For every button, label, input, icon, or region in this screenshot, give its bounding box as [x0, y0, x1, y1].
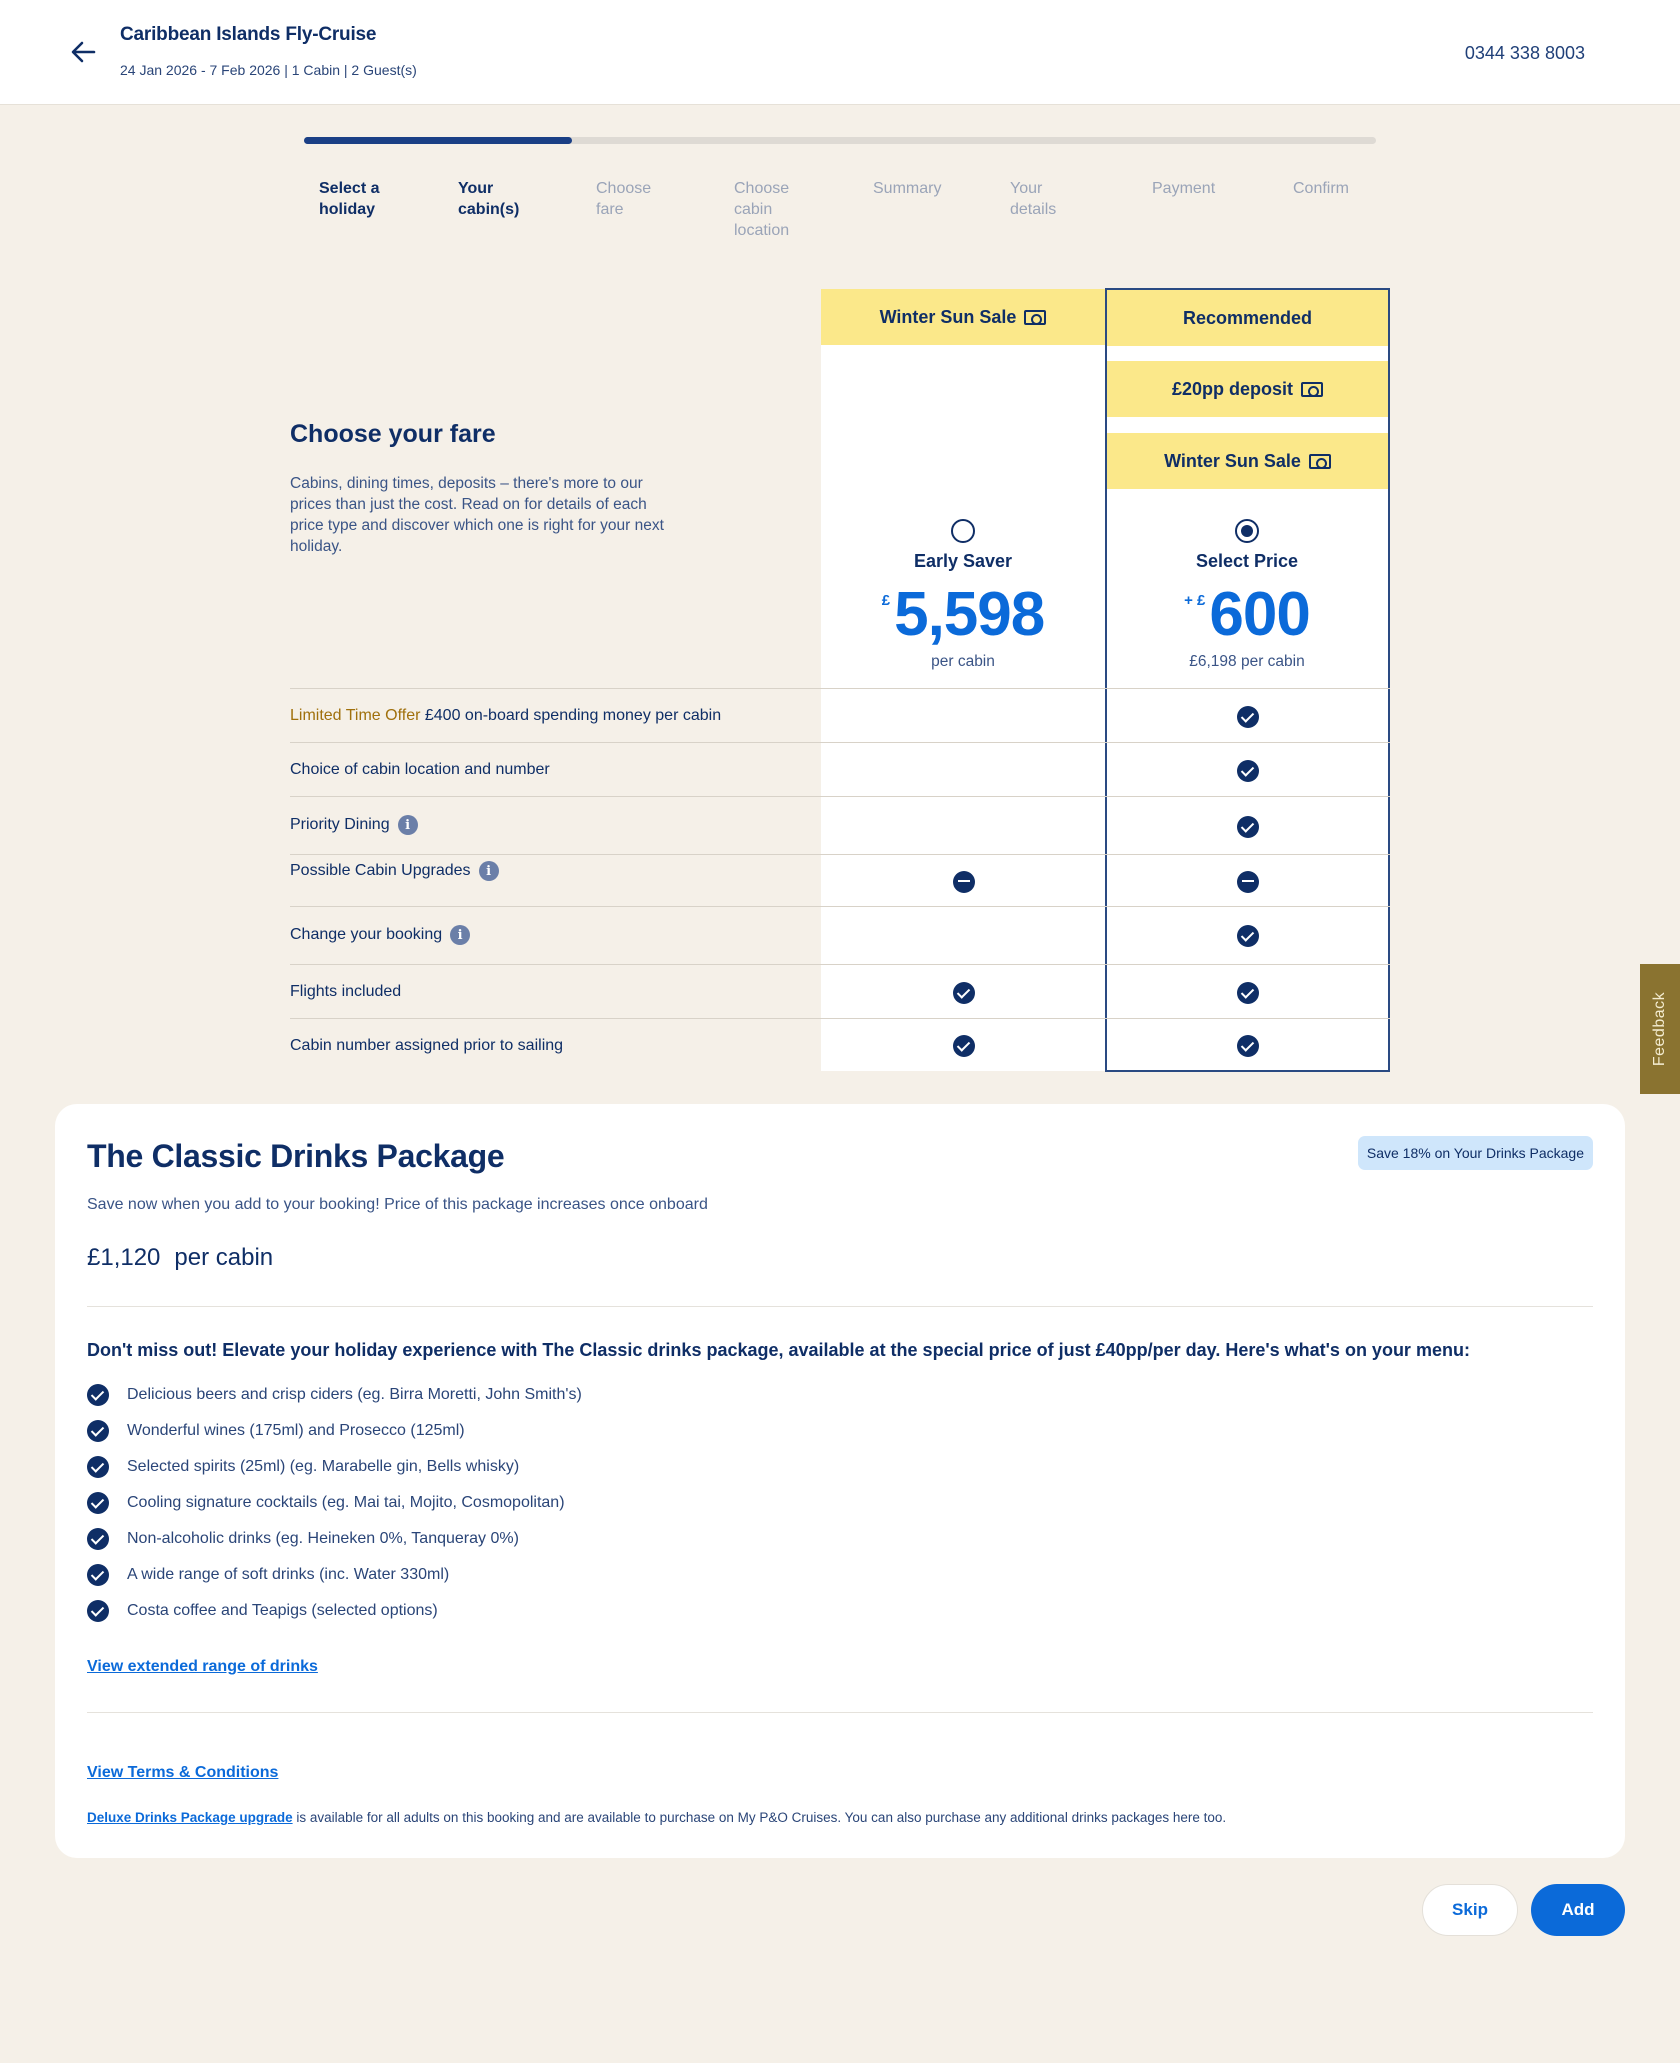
- drinks-package-subtitle: Save now when you add to your booking! Price of this package increases once onboard: [87, 1196, 708, 1213]
- recommended-label: Recommended: [1182, 307, 1313, 328]
- check-icon: [1237, 982, 1259, 1004]
- step-summary: Summary: [873, 180, 942, 197]
- check-icon: [1237, 760, 1259, 782]
- drinks-footnote: Deluxe Drinks Package upgrade is available for all adults on this booking and are available to purchase on My P&O Cruises. You can also purchase any additional drinks packages here too.: [87, 1810, 1227, 1825]
- list-item: Wonderful wines (175ml) and Prosecco (125ml): [87, 1420, 582, 1456]
- info-icon[interactable]: i: [479, 861, 499, 881]
- step-choose-fare: Choose fare: [596, 180, 652, 218]
- step-payment: Payment: [1152, 180, 1216, 197]
- step-choose-cabin-location: Choose cabin location: [734, 180, 790, 239]
- feature-text: Priority Dining: [290, 816, 390, 833]
- trip-meta: 24 Jan 2026 - 7 Feb 2026 | 1 Cabin | 2 Guest(s): [120, 62, 417, 78]
- save-badge: Save 18% on Your Drinks Package: [1358, 1136, 1593, 1170]
- early-saver-sale-label: Winter Sun Sale: [879, 306, 1017, 327]
- check-icon: [87, 1492, 109, 1514]
- check-icon: [87, 1564, 109, 1586]
- feedback-tab[interactable]: Feedback: [1640, 964, 1680, 1094]
- info-icon[interactable]: i: [398, 815, 418, 835]
- recommended-banner: [1107, 290, 1388, 346]
- phone-number[interactable]: 0344 338 8003: [1464, 43, 1585, 63]
- step-select-holiday[interactable]: Select a holiday: [319, 180, 380, 218]
- feature-label: [290, 707, 721, 725]
- select-price-sale-banner: [1107, 433, 1388, 489]
- partial-check-icon: [953, 871, 975, 893]
- early-saver-radio[interactable]: [951, 519, 975, 543]
- fare-section-description: Cabins, dining times, deposits – there's more to our prices than just the cost. Read on for details of each price type and discover which one is right for your next holiday.: [290, 475, 664, 555]
- partial-check-icon: [1237, 871, 1259, 893]
- list-item: Cooling signature cocktails (eg. Mai tai, Mojito, Cosmopolitan): [87, 1492, 582, 1528]
- select-price-per-cabin: £6,198 per cabin: [1189, 653, 1305, 670]
- early-saver-currency: £: [881, 592, 891, 609]
- progress-steps: [304, 178, 1384, 248]
- drinks-package-price: [87, 1244, 273, 1272]
- feature-row: [290, 796, 1390, 854]
- feature-row: [290, 688, 1390, 742]
- check-icon: [1237, 925, 1259, 947]
- terms-link[interactable]: View Terms & Conditions: [87, 1764, 279, 1781]
- feature-row: [290, 1018, 1390, 1071]
- feature-label: [290, 925, 470, 945]
- check-icon: [1237, 1035, 1259, 1057]
- fare-section-title: Choose your fare: [290, 420, 496, 448]
- feature-text: Change your booking: [290, 926, 443, 943]
- limited-offer-label: Limited Time Offer: [290, 707, 421, 724]
- check-icon: [87, 1600, 109, 1622]
- drinks-list: [87, 1384, 582, 1636]
- check-icon: [953, 1035, 975, 1057]
- list-item: Costa coffee and Teapigs (selected options): [87, 1600, 582, 1636]
- money-icon: [1309, 454, 1331, 469]
- view-extended-range-link[interactable]: View extended range of drinks: [87, 1658, 318, 1675]
- check-icon: [87, 1528, 109, 1550]
- list-item: Delicious beers and crisp ciders (eg. Birra Moretti, John Smith's): [87, 1384, 582, 1420]
- deposit-banner: [1107, 361, 1388, 417]
- early-saver-name: Early Saver: [913, 551, 1013, 571]
- select-price-price: [1105, 579, 1389, 650]
- select-price-radio[interactable]: [1235, 519, 1259, 543]
- arrow-left-icon[interactable]: [68, 36, 100, 68]
- deluxe-upgrade-link[interactable]: Deluxe Drinks Package upgrade: [87, 1810, 293, 1825]
- drinks-price-amount: £1,120: [87, 1244, 161, 1271]
- feature-text: £400 on-board spending money per cabin: [424, 707, 722, 724]
- trip-title: Caribbean Islands Fly-Cruise: [120, 24, 377, 45]
- feature-label: Cabin number assigned prior to sailing: [290, 1037, 564, 1054]
- feature-row: [290, 854, 1390, 906]
- money-icon: [1024, 310, 1046, 325]
- feature-label: Choice of cabin location and number: [290, 761, 550, 778]
- skip-button[interactable]: Skip: [1422, 1884, 1518, 1936]
- feature-row: [290, 742, 1390, 796]
- add-button[interactable]: Add: [1531, 1884, 1625, 1936]
- feature-row: [290, 964, 1390, 1018]
- select-price-amount: 600: [1209, 580, 1310, 649]
- early-saver-per-cabin: per cabin: [931, 653, 995, 670]
- select-price-name: Select Price: [1195, 551, 1299, 571]
- list-item: Selected spirits (25ml) (eg. Marabelle gin, Bells whisky): [87, 1456, 582, 1492]
- list-item: Non-alcoholic drinks (eg. Heineken 0%, Tanqueray 0%): [87, 1528, 582, 1564]
- feature-label: [290, 861, 499, 881]
- early-saver-price: [821, 579, 1105, 650]
- feature-label: Flights included: [290, 983, 402, 1000]
- early-saver-sale-banner: [821, 289, 1105, 345]
- check-icon: [87, 1456, 109, 1478]
- step-confirm: Confirm: [1293, 180, 1350, 197]
- divider: [87, 1712, 1593, 1713]
- drinks-price-unit: per cabin: [174, 1244, 274, 1271]
- progress-bar: [304, 137, 1376, 144]
- list-item: A wide range of soft drinks (inc. Water 330ml): [87, 1564, 582, 1600]
- step-your-details: Your details: [1010, 180, 1057, 218]
- step-your-cabins[interactable]: Your cabin(s): [458, 180, 520, 218]
- deposit-label: £20pp deposit: [1171, 378, 1294, 399]
- select-price-currency: + £: [1184, 592, 1206, 609]
- header: [0, 0, 1680, 105]
- drinks-package-lead: Don't miss out! Elevate your holiday experience with The Classic drinks package, available at the special price of just £40pp/per day. Here's what's on your menu:: [87, 1340, 1470, 1360]
- check-icon: [1237, 816, 1259, 838]
- drinks-package-title: The Classic Drinks Package: [87, 1138, 505, 1174]
- feature-text: Possible Cabin Upgrades: [290, 862, 471, 879]
- check-icon: [87, 1384, 109, 1406]
- money-icon: [1301, 382, 1323, 397]
- feature-label: [290, 815, 418, 835]
- check-icon: [953, 982, 975, 1004]
- progress-fill: [304, 137, 572, 144]
- select-price-sale-label: Winter Sun Sale: [1164, 450, 1301, 471]
- check-icon: [1237, 706, 1259, 728]
- drinks-package-card: [55, 1104, 1625, 1858]
- divider: [87, 1306, 1593, 1307]
- feature-row: [290, 906, 1390, 964]
- info-icon[interactable]: i: [450, 925, 470, 945]
- early-saver-amount: 5,598: [894, 580, 1045, 649]
- check-icon: [87, 1420, 109, 1442]
